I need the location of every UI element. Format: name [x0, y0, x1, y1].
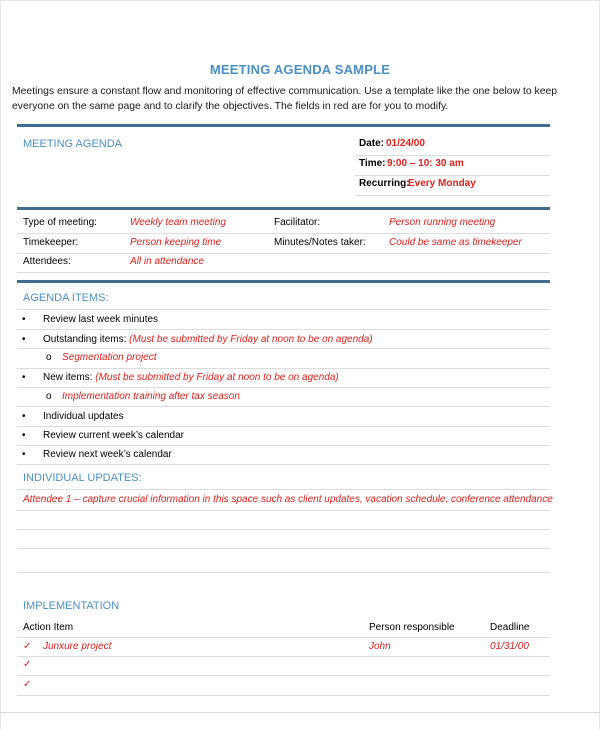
- agenda-items-heading: AGENDA ITEMS:: [23, 292, 109, 304]
- divider: [17, 529, 550, 530]
- divider: [17, 675, 550, 676]
- notes-taker-value[interactable]: Could be same as timekeeper: [389, 237, 522, 248]
- divider: [17, 489, 550, 490]
- date-label: Date:: [359, 138, 385, 149]
- col-person-responsible: Person responsible: [369, 622, 455, 633]
- row1-person[interactable]: John: [369, 641, 391, 652]
- bullet-icon: •: [22, 430, 26, 441]
- divider: [17, 309, 550, 310]
- divider: [17, 426, 550, 427]
- bullet-icon: •: [22, 411, 26, 422]
- divider: [17, 272, 550, 273]
- outstanding-note[interactable]: (Must be submitted by Friday at noon to be on agenda): [129, 334, 373, 345]
- bullet-icon: •: [22, 314, 26, 325]
- divider: [17, 348, 550, 349]
- divider-thick: [17, 207, 550, 210]
- divider: [17, 406, 550, 407]
- bullet-icon: •: [22, 372, 26, 383]
- bullet-icon: •: [22, 334, 26, 345]
- divider: [17, 572, 550, 573]
- implementation-heading: IMPLEMENTATION: [23, 600, 120, 612]
- agenda-item-review-minutes: Review last week minutes: [43, 314, 159, 325]
- new-sub-item[interactable]: Implementation training after tax season: [62, 391, 240, 402]
- timekeeper-value[interactable]: Person keeping time: [130, 237, 222, 248]
- new-items-note[interactable]: (Must be submitted by Friday at noon to be on agenda): [95, 372, 339, 383]
- divider-thick: [17, 124, 550, 127]
- timekeeper-label: Timekeeper:: [23, 237, 79, 248]
- divider: [17, 445, 550, 446]
- sub-bullet-icon: o: [46, 391, 52, 402]
- meeting-agenda-heading: MEETING AGENDA: [23, 138, 123, 150]
- notes-taker-label: Minutes/Notes taker:: [274, 237, 366, 248]
- individual-updates-heading: INDIVIDUAL UPDATES:: [23, 472, 142, 484]
- intro-paragraph: Meetings ensure a constant flow and monitoring of effective communication. Use a template like the one below to keep everyone on the same page and to clarify the objectives. The fields in red are for you to modify.: [12, 86, 558, 112]
- check-icon: ✓: [23, 641, 32, 652]
- row1-deadline[interactable]: 01/31/00: [490, 641, 529, 652]
- col-deadline: Deadline: [490, 622, 530, 633]
- divider: [17, 637, 550, 638]
- agenda-item-individual-updates: Individual updates: [43, 411, 124, 422]
- divider: [17, 548, 550, 549]
- page-bottom-edge: [0, 712, 600, 713]
- divider: [17, 329, 550, 330]
- divider: [17, 695, 550, 696]
- divider-thick: [17, 280, 550, 283]
- divider: [17, 253, 550, 254]
- facilitator-label: Facilitator:: [274, 217, 321, 228]
- update-line-1[interactable]: Attendee 1 – capture crucial information in this space such as client updates, vacation schedule, conference attendance: [23, 494, 553, 505]
- divider: [17, 464, 550, 465]
- agenda-item-outstanding: [43, 334, 373, 346]
- divider: [17, 510, 550, 511]
- divider: [355, 195, 550, 196]
- type-value[interactable]: Weekly team meeting: [130, 217, 226, 228]
- agenda-item-next-calendar: Review next week’s calendar: [43, 449, 172, 460]
- new-items-label: New items:: [43, 372, 93, 383]
- facilitator-value[interactable]: Person running meeting: [389, 217, 496, 228]
- check-icon: ✓: [23, 659, 32, 670]
- col-action-item: Action Item: [23, 622, 74, 633]
- attendees-value[interactable]: All in attendance: [130, 256, 204, 267]
- time-label: Time:: [359, 158, 386, 169]
- divider: [355, 155, 550, 156]
- type-label: Type of meeting:: [23, 217, 97, 228]
- agenda-item-new: [43, 372, 339, 384]
- check-icon: ✓: [23, 679, 32, 690]
- recurring-label: Recurring:: [359, 178, 410, 189]
- time-value[interactable]: 9:00 – 10: 30 am: [387, 158, 464, 169]
- divider: [17, 656, 550, 657]
- divider: [17, 233, 550, 234]
- outstanding-label: Outstanding items:: [43, 334, 127, 345]
- divider: [355, 175, 550, 176]
- sub-bullet-icon: o: [46, 352, 52, 363]
- row1-action[interactable]: Junxure project: [43, 641, 112, 652]
- attendees-label: Attendees:: [23, 256, 71, 267]
- page-title: MEETING AGENDA SAMPLE: [209, 62, 391, 77]
- recurring-value[interactable]: Every Monday: [408, 178, 476, 189]
- outstanding-sub-item[interactable]: Segmentation project: [62, 352, 157, 363]
- divider: [17, 387, 550, 388]
- divider: [17, 368, 550, 369]
- bullet-icon: •: [22, 449, 26, 460]
- date-value[interactable]: 01/24/00: [386, 138, 425, 149]
- agenda-item-current-calendar: Review current week’s calendar: [43, 430, 184, 441]
